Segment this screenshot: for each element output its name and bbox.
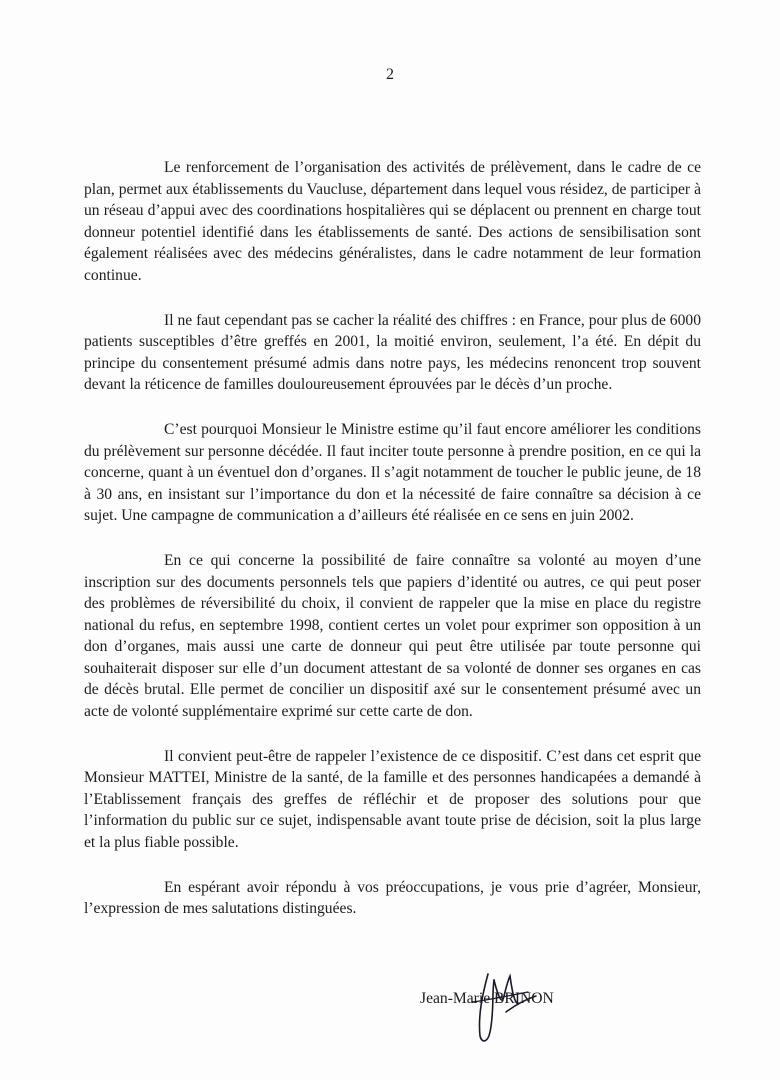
signatory-name: Jean-Marie BRINON bbox=[420, 990, 554, 1007]
paragraph-organisation-prelevement: Le renforcement de l’organisation des activités de prélèvement, dans le cadre de ce plan, permet aux établissements du Vaucluse, département dans lequel vous résidez, de participer à un réseau d’appui avec des coordinations hospitalières qui se déplacent ou prennent en charge tout donneur potentiel identifié dans les établissements de santé. Des actions de sensibilisation sont également réalisées avec des médecins généralistes, dans le cadre notamment de leur formation continue. bbox=[84, 159, 701, 284]
paragraph-registre-refus: En ce qui concerne la possibilité de faire connaître sa volonté au moyen d’une inscription sur des documents personnels tels que papiers d’identité ou autres, ce qui peut poser des problèmes de réversibilité du choix, il convient de rappeler que la mise en place du registre national du refus, en septembre 1998, contient certes un volet pour exprimer son opposition à un don d’organes, mais aussi une carte de donneur qui peut être utilisée par toute personne qui souhaiterait disposer sur elle d’un document attestant de sa volonté de donner ses organes en cas de décès brutal. Elle permet de concilier un dispositif axé sur le consentement présumé avec un acte de volonté supplémentaire exprimé sur cette carte de don. bbox=[84, 551, 701, 721]
letter-body bbox=[84, 157, 701, 943]
signature-block bbox=[420, 990, 620, 1050]
paragraph-rappel-dispositif: Il convient peut-être de rappeler l’existence de ce dispositif. C’est dans cet esprit que Monsieur MATTEI, Ministre de la santé, de la famille et des personnes handicapées a demandé à l’Etablissement français des greffes de réfléchir et de proposer des solutions pour que l’information du public sur ce sujet, indispensable avant toute prise de décision, soit la plus large et la plus fiable possible. bbox=[84, 747, 701, 852]
handwritten-signature bbox=[458, 966, 548, 1046]
paragraph-ameliorer-conditions: C’est pourquoi Monsieur le Ministre estime qu’il faut encore améliorer les conditions du prélèvement sur personne décédée. Il faut inciter toute personne à prendre position, en ce qui la concerne, quant à un éventuel don d’organes. Il s’agit notamment de toucher le public jeune, de 18 à 30 ans, en insistant sur l’importance du don et la nécessité de faire connaître sa décision à ce sujet. Une campagne de communication a d’ailleurs été réalisée en ce sens en juin 2002. bbox=[84, 420, 701, 525]
paragraph-salutations: En espérant avoir répondu à vos préoccupations, je vous prie d’agréer, Monsieur, l’expression de mes salutations distinguées. bbox=[84, 878, 701, 918]
page-number: 2 bbox=[386, 66, 394, 83]
paragraph-realite-chiffres: Il ne faut cependant pas se cacher la réalité des chiffres : en France, pour plus de 6000 patients susceptibles d’être greffés en 2001, la moitié environ, seulement, l’a été. En dépit du principe du consentement présumé admis dans notre pays, les médecins renoncent trop souvent devant la réticence de familles douloureusement éprouvées par le décès d’un proche. bbox=[84, 311, 701, 394]
